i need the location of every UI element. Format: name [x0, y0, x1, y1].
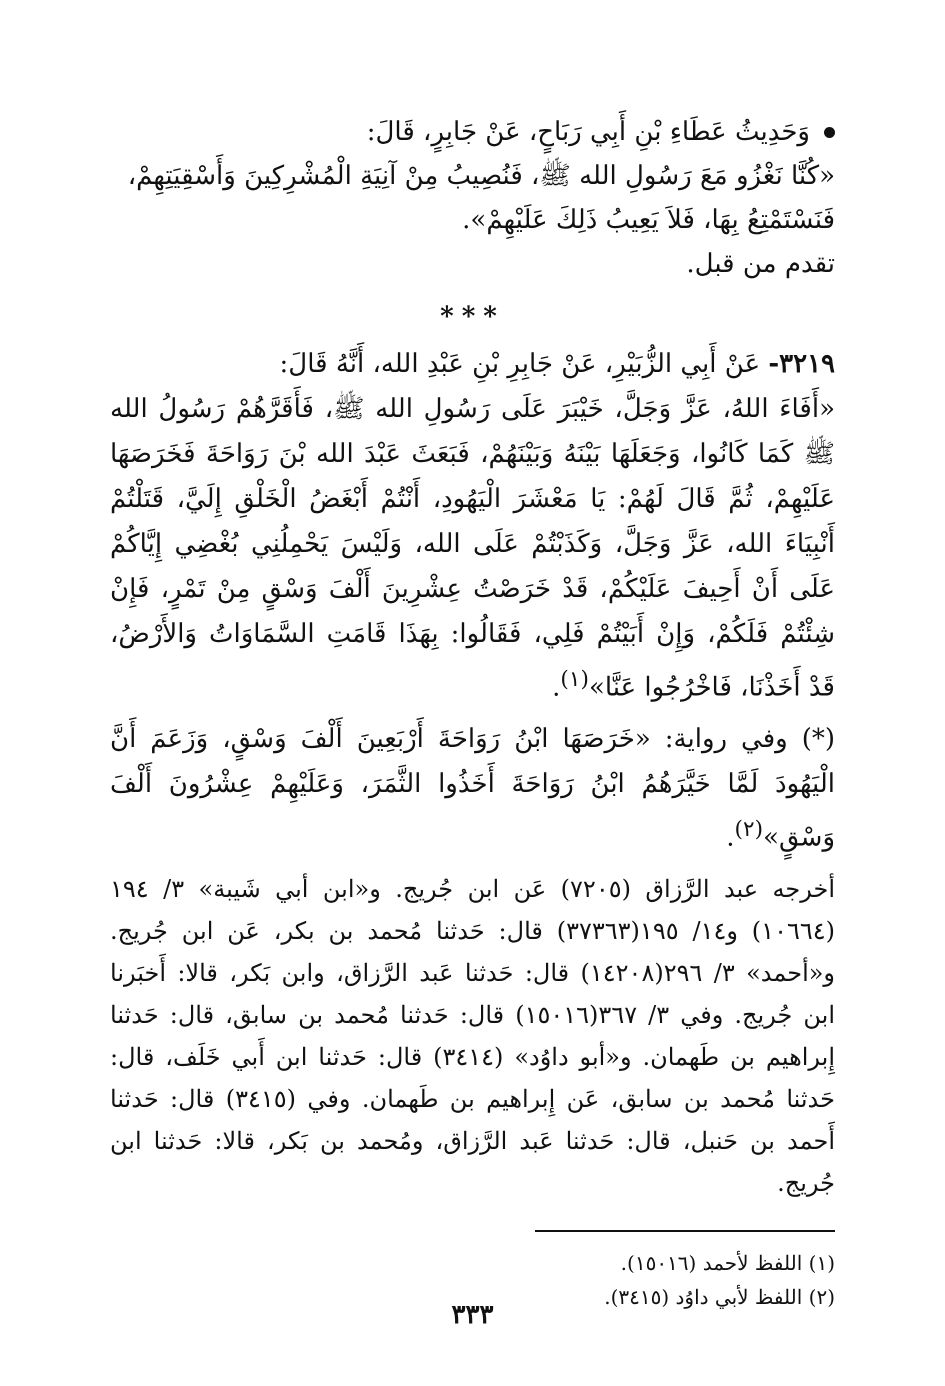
page-body: [110, 110, 835, 1314]
variant-text: «خَرَصَهَا ابْنُ رَوَاحَةَ أَرْبَعِينَ أَلْفَ وَسْقٍ، وَزَعَمَ أَنَّ الْيَهُودَ لَمَّا خَيَّرَهُمُ ابْنُ رَوَاحَةَ أَخَذُوا الثَّمَرَ، وَعَلَيْهِمْ عِشْرُونَ أَلْفَ وَسْقٍ»: [110, 723, 835, 853]
hadith-number: ٣٢١٩-: [768, 349, 835, 379]
intro-heading-line: [110, 110, 835, 154]
footnote-ref-2: (٢): [734, 816, 764, 842]
hadith-matn: «أَفَاءَ اللهُ، عَزَّ وَجَلَّ، خَيْبَرَ عَلَى رَسُولِ الله ﷺ، فَأَقَرَّهُمْ رَسُولُ الله ﷺ كَمَا كَانُوا، وَجَعَلَهَا بَيْنَهُ وَبَيْنَهُمْ، فَبَعَثَ عَبْدَ الله بْنَ رَوَاحَةَ فَخَرَصَهَا عَلَيْهِمْ، ثُمَّ قَالَ لَهُمْ: يَا مَعْشَرَ الْيَهُودِ، أَنْتُمْ أَبْغَضُ الْخَلْقِ إِلَيَّ، قَتَلْتُمْ أَنْبِيَاءَ الله، عَزَّ وَجَلَّ، وَكَذَبْتُمْ عَلَى الله، وَلَيْسَ يَحْمِلُنِي بُغْضِي إِيَّاكُمْ عَلَى أَنْ أَحِيفَ عَلَيْكُمْ، قَدْ خَرَصْتُ عِشْرِينَ أَلْفَ وَسْقٍ مِنْ تَمْرٍ، فَإِنْ شِئْتُمْ فَلَكُمْ، وَإِنْ أَبَيْتُمْ فَلِي، فَقَالُوا: بِهَذَا قَامَتِ السَّمَاوَاتُ وَالأَرْضُ، قَدْ أَخَذْنَا، فَاخْرُجُوا عَنَّا»: [110, 394, 835, 703]
footnote-2: (٢) اللفظ لأبي داوُد (٣٤١٥).: [604, 1285, 835, 1310]
intro-quote-line-1: «كُنَّا نَغْزُو مَعَ رَسُولِ الله ﷺ، فَنُصِيبُ مِنْ آنِيَةِ الْمُشْرِكِينَ وَأَسْقِيَتِهِمْ،: [127, 161, 835, 191]
intro-quote-line-2: فَنَسْتَمْتِعُ بِهَا، فَلاَ يَعِيبُ ذَلِكَ عَلَيْهِمْ».: [462, 205, 835, 235]
variant-label: (*) وفي رواية:: [664, 723, 835, 754]
footnote-divider: [535, 1230, 835, 1232]
page-number: ٣٣٣: [451, 1300, 494, 1330]
bullet-icon: [824, 127, 835, 138]
hadith-isnad: عَنْ أَبِي الزُّبَيْرِ، عَنْ جَابِرِ بْنِ عَبْدِ الله، أَنَّهُ قَالَ:: [279, 349, 761, 379]
footnote-ref-1: (١): [560, 667, 589, 692]
section-separator: ***: [440, 302, 505, 332]
footnote-1: (١) اللفظ لأحمد (١٥٠١٦).: [620, 1251, 835, 1276]
hadith-text: «أَفَاءَ اللهُ، عَزَّ وَجَلَّ، خَيْبَرَ عَلَى رَسُولِ الله ﷺ، فَأَقَرَّهُمْ رَسُولُ الله ﷺ كَمَا كَانُوا، وَجَعَلَهَا بَيْنَهُ وَبَيْنَهُمْ، فَبَعَثَ عَبْدَ الله بْنَ رَوَاحَةَ فَخَرَصَهَا عَلَيْهِمْ، ثُمَّ قَالَ لَهُمْ: يَا مَعْشَرَ الْيَهُودِ، أَنْتُمْ أَبْغَضُ الْخَلْقِ إِلَيَّ، قَتَلْتُمْ أَنْبِيَاءَ الله، عَزَّ وَجَلَّ، وَكَذَبْتُمْ عَلَى الله، وَلَيْسَ يَحْمِلُنِي بُغْضِي إِيَّاكُمْ عَلَى أَنْ أَحِيفَ عَلَيْكُمْ، قَدْ خَرَصْتُ عِشْرِينَ أَلْفَ وَسْقٍ مِنْ تَمْرٍ، فَإِنْ شِئْتُمْ فَلَكُمْ، وَإِنْ أَبَيْتُمْ فَلِي، فَقَالُوا: بِهَذَا قَامَتِ السَّمَاوَاتُ وَالأَرْضُ، قَدْ أَخَذْنَا، فَاخْرُجُوا عَنَّا»$^{(١)}$.: [110, 394, 835, 703]
intro-heading: وَحَدِيثُ عَطَاءِ بْنِ أَبِي رَبَاحٍ، عَنْ جَابِرٍ، قَالَ:: [366, 117, 810, 147]
hadith-variant: (*) وفي رواية: «خَرَصَهَا ابْنُ رَوَاحَةَ أَرْبَعِينَ أَلْفَ وَسْقٍ، وَزَعَمَ أَنَّ الْيَهُودَ لَمَّا خَيَّرَهُمُ ابْنُ رَوَاحَةَ أَخَذُوا الثَّمَرَ، وَعَلَيْهِمْ عِشْرُونَ أَلْفَ وَسْقٍ»$^{(٢)}$.: [110, 723, 835, 853]
hadith-isnad-line: [110, 342, 835, 387]
intro-note: تقدم من قبل.: [686, 249, 835, 279]
takhrij-paragraph: أخرجه عبد الرَّزاق (٧٢٠٥) عَن ابن جُريج. و«ابن أبي شَيبة» ٣/ ١٩٤ (١٠٦٦٤) و١٤/ ١٩٥(٣٧٣٦٣) قال: حَدثنا مُحمد بن بكر، عَن ابن جُريج. و«أحمد» ٣/ ٢٩٦(١٤٢٠٨) قال: حَدثنا عَبد الرَّزاق، وابن بَكر، قالا: أَخبَرنا ابن جُريج. وفي ٣/ ٣٦٧(١٥٠١٦) قال: حَدثنا مُحمد بن سابق، قال: حَدثنا إِبراهيم بن طَهمان. و«أبو داوُد» (٣٤١٤) قال: حَدثنا ابن أَبي خَلَف، قال: حَدثنا مُحمد بن سابق، عَن إِبراهيم بن طَهمان. وفي (٣٤١٥) قال: حَدثنا أَحمد بن حَنبل، قال: حَدثنا عَبد الرَّزاق، ومُحمد بن بَكر، قالا: حَدثنا ابن جُريج.: [110, 875, 836, 1198]
